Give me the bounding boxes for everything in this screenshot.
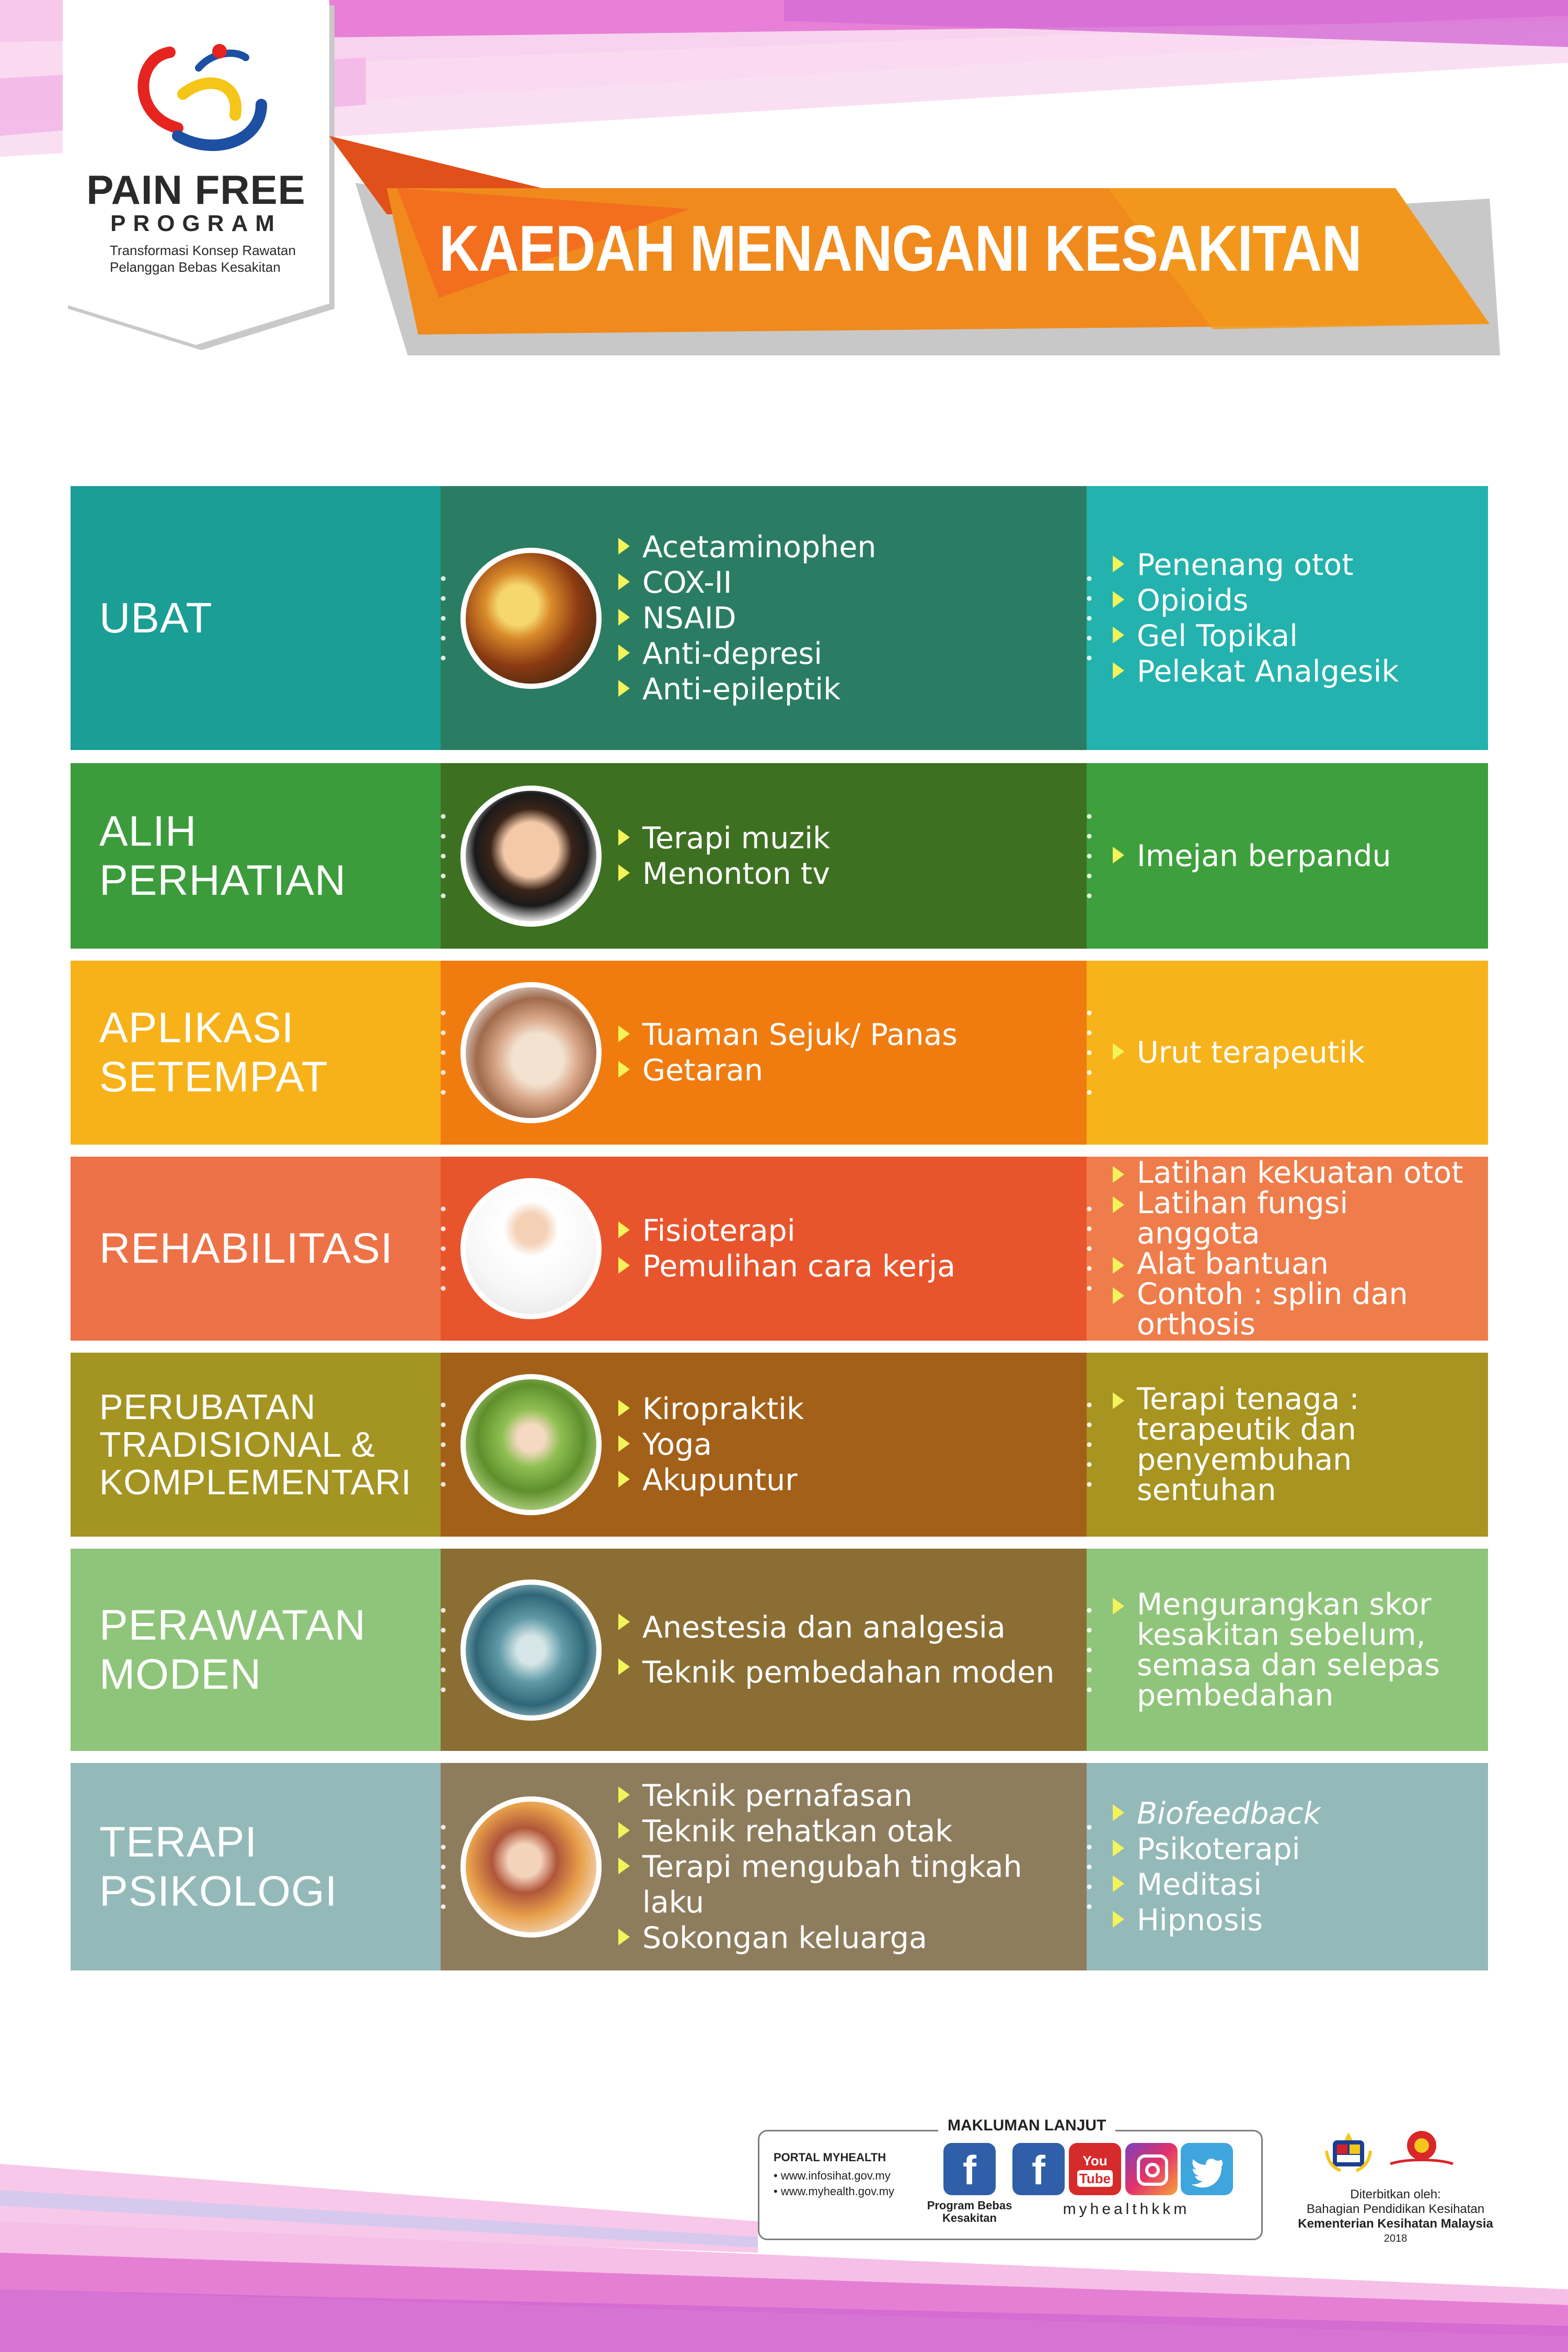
list-item: Urut terapeutik xyxy=(1113,1035,1478,1070)
logo-tagline-line-1: Transformasi Konsep Rawatan xyxy=(110,243,296,258)
woman-stretching-photo xyxy=(460,1178,602,1319)
list-item: Getaran xyxy=(618,1053,958,1088)
divider-dots xyxy=(1087,569,1092,668)
yoga-meditation-photo xyxy=(460,1374,602,1515)
logo-subtitle: PROGRAM xyxy=(110,211,282,236)
list-item: Biofeedback xyxy=(1113,1796,1478,1831)
list-item: Teknik rehatkan otak xyxy=(618,1814,1087,1849)
list-item: Pelekat Analgesik xyxy=(1113,654,1478,689)
secondary-methods-list xyxy=(1113,1796,1478,1938)
list-item: Acetaminophen xyxy=(618,529,877,565)
list-item: Anestesia dan analgesia xyxy=(618,1605,1055,1650)
youtube-text-2: Tube xyxy=(1077,2170,1113,2187)
list-item: Pemulihan cara kerja xyxy=(618,1249,955,1284)
category-label: APLIKASI SETEMPAT xyxy=(99,1004,328,1101)
secondary-methods-list xyxy=(1113,1589,1478,1711)
row-alih-perhatian xyxy=(71,763,1488,949)
list-item: Terapi muzik xyxy=(618,821,830,856)
list-item: Akupuntur xyxy=(618,1462,804,1498)
primary-methods-list xyxy=(618,1778,1087,1956)
primary-methods-list xyxy=(618,821,830,892)
category-panel xyxy=(71,1549,441,1751)
social-handle: myhealthkkm xyxy=(1063,2200,1190,2218)
list-item: COX-II xyxy=(618,565,877,601)
portal-link-myhealth[interactable]: • www.myhealth.gov.my xyxy=(774,2185,895,2198)
youtube-icon[interactable] xyxy=(1069,2143,1121,2195)
facebook-icon[interactable]: f xyxy=(1012,2143,1065,2195)
youtube-text-1: You xyxy=(1082,2153,1108,2169)
portal-title: PORTAL MYHEALTH xyxy=(774,2151,886,2164)
list-item: Yoga xyxy=(618,1427,804,1462)
secondary-methods-panel xyxy=(1087,763,1488,949)
primary-methods-list xyxy=(618,1391,804,1498)
primary-methods-list xyxy=(618,1213,955,1284)
secondary-methods-list xyxy=(1113,1158,1478,1340)
facial-treatment-photo xyxy=(460,982,602,1123)
row-ubat xyxy=(71,486,1488,750)
logo-title: PAIN FREE xyxy=(86,167,306,213)
twitter-icon[interactable] xyxy=(1181,2143,1233,2195)
list-item: Psikoterapi xyxy=(1113,1831,1478,1867)
secondary-methods-panel xyxy=(1087,961,1488,1145)
primary-methods-list xyxy=(618,1017,958,1088)
pain-free-logo xyxy=(120,37,277,157)
secondary-methods-list xyxy=(1113,547,1478,689)
logo-tagline-line-2: Pelanggan Bebas Kesakitan xyxy=(110,259,281,275)
divider-dots xyxy=(441,1600,446,1700)
logo-tagline xyxy=(110,242,319,275)
facebook-caption xyxy=(912,2199,1027,2224)
divider-dots xyxy=(1087,1600,1092,1700)
publisher-label: Diterbitkan oleh: xyxy=(1350,2187,1441,2201)
instagram-lens xyxy=(1145,2163,1160,2177)
category-label: REHABILITASI xyxy=(99,1225,393,1272)
secondary-methods-panel xyxy=(1087,1549,1488,1751)
category-label: PERUBATAN TRADISIONAL & KOMPLEMENTARI xyxy=(99,1387,412,1502)
list-item: Meditasi xyxy=(1113,1867,1478,1903)
list-item: Tuaman Sejuk/ Panas xyxy=(618,1017,958,1053)
secondary-methods-panel xyxy=(1087,1157,1488,1341)
primary-methods-panel xyxy=(441,763,1087,949)
primary-methods-panel xyxy=(441,486,1087,750)
category-panel xyxy=(71,1157,441,1341)
facebook-icon[interactable]: f xyxy=(943,2143,996,2195)
publisher-ministry: Kementerian Kesihatan Malaysia xyxy=(1298,2217,1493,2231)
list-item: Terapi tenaga : terapeutik dan penyembuhan sentuhan xyxy=(1113,1384,1478,1505)
list-item: Fisioterapi xyxy=(618,1213,955,1249)
secondary-methods-list xyxy=(1113,1384,1478,1505)
category-label: TERAPI PSIKOLOGI xyxy=(99,1818,338,1915)
primary-methods-panel xyxy=(441,1353,1087,1537)
instagram-icon[interactable] xyxy=(1125,2143,1178,2195)
list-item: Kiropraktik xyxy=(618,1391,804,1427)
row-rehabilitasi xyxy=(71,1157,1488,1341)
primary-methods-list xyxy=(618,529,877,707)
publisher-dept: Bahagian Pendidikan Kesihatan xyxy=(1306,2202,1485,2216)
rakyat-sihat-logo-icon xyxy=(1385,2127,1458,2174)
divider-dots xyxy=(441,1817,446,1917)
primary-methods-panel xyxy=(441,1549,1087,1751)
list-item: Alat bantuan xyxy=(1113,1249,1478,1279)
primary-methods-panel xyxy=(441,961,1087,1145)
kkm-crest-icon xyxy=(1322,2130,1375,2177)
primary-methods-panel xyxy=(441,1763,1087,1970)
twitter-bird xyxy=(1181,2143,1233,2195)
divider-dots xyxy=(441,569,446,668)
row-terapi-psikologi xyxy=(71,1763,1488,1970)
divider-dots xyxy=(1087,806,1092,906)
secondary-methods-list xyxy=(1113,838,1478,874)
woman-headphones-photo xyxy=(460,786,602,927)
list-item: Menonton tv xyxy=(618,856,830,892)
category-panel xyxy=(71,961,441,1145)
list-item: Terapi mengubah tingkah laku xyxy=(618,1849,1087,1920)
secondary-methods-panel xyxy=(1087,1353,1488,1537)
list-item: Mengurangkan skor kesakitan sebelum, semasa dan selepas pembedahan xyxy=(1113,1589,1478,1711)
list-item: Hipnosis xyxy=(1113,1903,1478,1938)
secondary-methods-panel xyxy=(1087,1763,1488,1970)
category-label: ALIH PERHATIAN xyxy=(99,807,347,904)
primary-methods-list xyxy=(618,1605,1055,1695)
list-item: NSAID xyxy=(618,601,877,636)
divider-dots xyxy=(1087,1395,1092,1494)
info-title: MAKLUMAN LANJUT xyxy=(938,2117,1115,2135)
divider-dots xyxy=(441,1003,446,1102)
surgery-team-photo xyxy=(460,1579,602,1721)
facebook-caption-line-2: Kesakitan xyxy=(942,2211,997,2224)
list-item: Anti-epileptik xyxy=(618,672,877,707)
facebook-caption-line-1: Program Bebas xyxy=(927,2199,1012,2212)
list-item: Sokongan keluarga xyxy=(618,1920,1087,1956)
portal-link-infosihat[interactable]: • www.infosihat.gov.my xyxy=(774,2169,891,2182)
list-item: Latihan kekuatan otot xyxy=(1113,1158,1478,1188)
list-item: Teknik pembedahan moden xyxy=(618,1650,1055,1695)
category-panel xyxy=(71,486,441,750)
list-item: Gel Topikal xyxy=(1113,618,1478,654)
list-item: Contoh : splin dan orthosis xyxy=(1113,1279,1478,1340)
category-panel xyxy=(71,763,441,949)
publication-year: 2018 xyxy=(1383,2233,1408,2244)
medicine-jars-photo xyxy=(460,548,602,689)
category-panel xyxy=(71,1353,441,1537)
row-aplikasi-setempat xyxy=(71,961,1488,1145)
row-perawatan-moden xyxy=(71,1549,1488,1751)
divider-dots xyxy=(1087,1199,1092,1298)
row-perubatan-tradisional xyxy=(71,1353,1488,1537)
divider-dots xyxy=(1087,1003,1092,1102)
secondary-methods-list xyxy=(1113,1035,1478,1070)
mother-child-reading-photo xyxy=(460,1796,602,1938)
divider-dots xyxy=(441,1199,446,1298)
list-item: Penenang otot xyxy=(1113,547,1478,583)
list-item: Teknik pernafasan xyxy=(618,1778,1087,1814)
list-item: Anti-depresi xyxy=(618,636,877,672)
divider-dots xyxy=(441,806,446,906)
category-label: PERAWATAN MODEN xyxy=(99,1601,366,1698)
list-item: Latihan fungsi anggota xyxy=(1113,1188,1478,1249)
primary-methods-panel xyxy=(441,1157,1087,1341)
category-panel xyxy=(71,1763,441,1970)
list-item: Imejan berpandu xyxy=(1113,838,1478,874)
category-label: UBAT xyxy=(99,594,213,642)
page-title: KAEDAH MENANGANI KESAKITAN xyxy=(439,213,1362,285)
list-item: Opioids xyxy=(1113,583,1478,618)
divider-dots xyxy=(441,1395,446,1494)
secondary-methods-panel xyxy=(1087,486,1488,750)
divider-dots xyxy=(1087,1817,1092,1917)
